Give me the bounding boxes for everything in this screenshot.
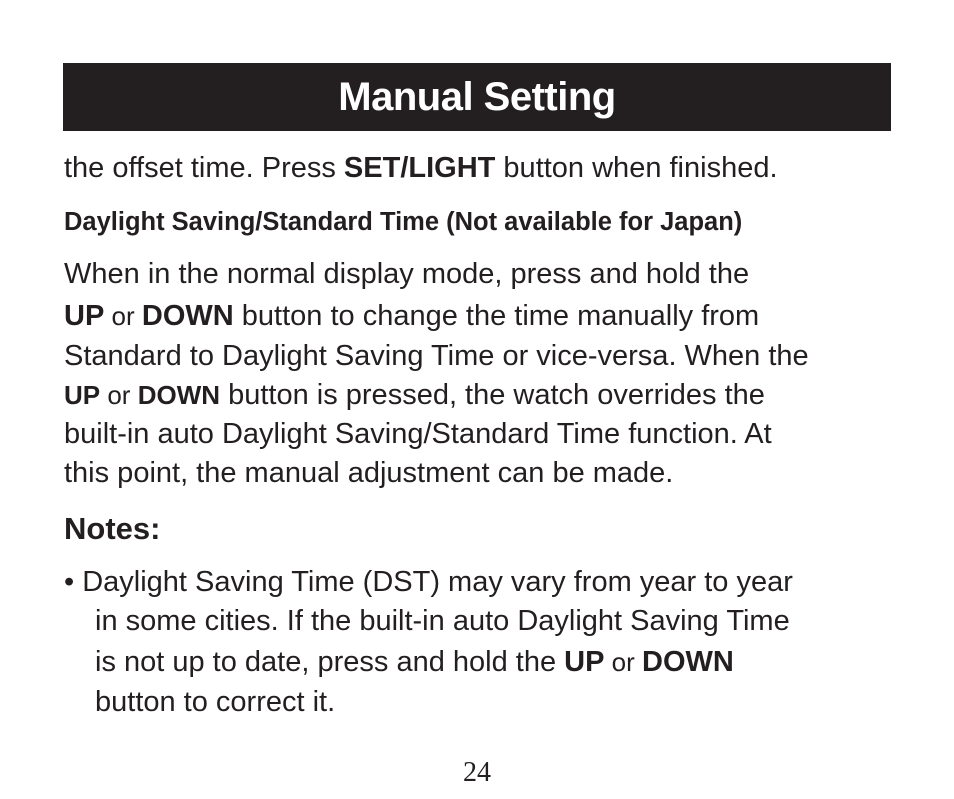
dst-section-heading: Daylight Saving/Standard Time (Not available for Japan) (64, 208, 743, 236)
notes-heading: Notes: (64, 511, 161, 546)
or-text: or (604, 647, 643, 677)
bullet-icon: • (64, 566, 75, 598)
or-text: or (104, 301, 142, 331)
note-line-1 (64, 568, 793, 597)
intro-text-2: button when finished. (495, 152, 778, 184)
intro-text-1: the offset time. Press (64, 152, 344, 184)
dst-line-5: built-in auto Daylight Saving/Standard Time function. At (64, 418, 772, 450)
dst-line-6: this point, the manual adjustment can be made. (64, 457, 674, 489)
up-button-label: UP (564, 646, 605, 678)
page-title: Manual Setting (338, 74, 616, 119)
note-line-3 (95, 648, 734, 677)
section-header (63, 63, 891, 131)
intro-paragraph (64, 154, 778, 183)
page-number: 24 (463, 757, 491, 788)
dst-line-4 (64, 381, 765, 410)
down-button-label: DOWN (141, 300, 234, 332)
up-button-label: UP (64, 300, 105, 332)
or-text: or (100, 380, 138, 410)
dst-line-2-rest: button to change the time manually from (233, 300, 760, 332)
set-light-button-label: SET/LIGHT (343, 152, 496, 184)
note-line-2: in some cities. If the built-in auto Daylight Saving Time (95, 605, 790, 637)
dst-line-3: Standard to Daylight Saving Time or vice-versa. When the (64, 340, 809, 372)
down-button-label: DOWN (137, 380, 221, 410)
up-button-label: UP (64, 380, 101, 410)
note-text-3: is not up to date, press and hold the (95, 646, 565, 678)
down-button-label: DOWN (642, 646, 734, 678)
note-line-4: button to correct it. (95, 686, 336, 718)
dst-line-4-rest: button is pressed, the watch overrides the (220, 379, 765, 411)
dst-line-1: When in the normal display mode, press and hold the (64, 258, 750, 290)
note-text-1: Daylight Saving Time (DST) may vary from year to year (74, 566, 793, 598)
dst-line-2 (64, 302, 759, 331)
